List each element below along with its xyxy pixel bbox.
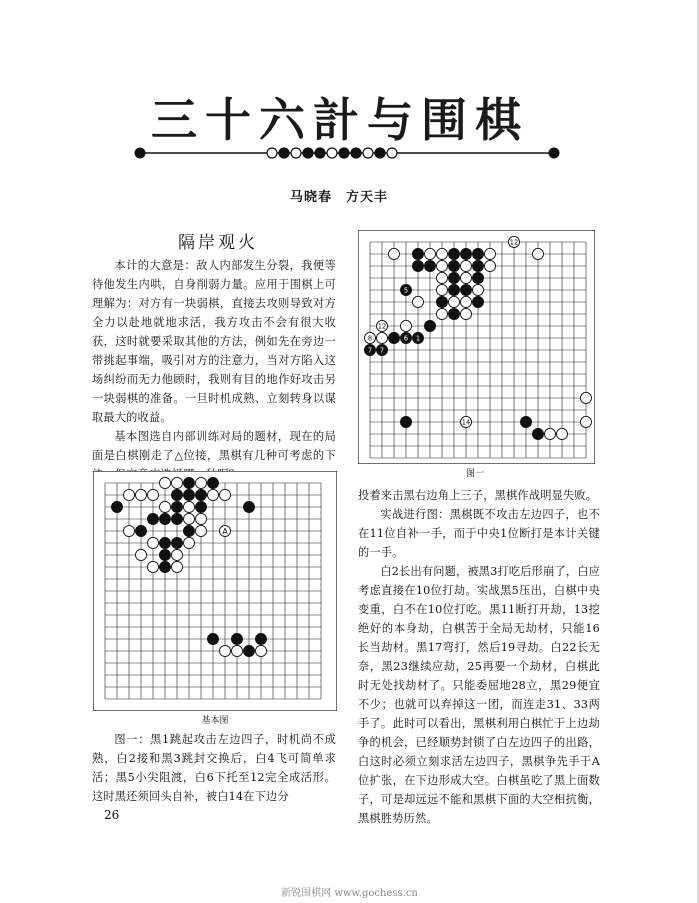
- section-subtitle: 隔岸观火: [178, 233, 258, 253]
- black-stone: [195, 501, 206, 512]
- white-stone: [195, 477, 206, 488]
- white-stone: [424, 248, 435, 259]
- move-number-label: 7: [367, 346, 373, 355]
- black-stone: [207, 633, 218, 644]
- white-stone: [376, 332, 387, 343]
- black-stone: [412, 260, 423, 271]
- white-stone: [436, 260, 447, 271]
- title-ornament: [132, 143, 562, 163]
- black-stone: [436, 296, 447, 307]
- white-stone: [159, 477, 170, 488]
- white-stone: [412, 296, 423, 307]
- black-stone: [195, 489, 206, 500]
- go-board-basic: [93, 471, 337, 711]
- left-bottom-paragraph: 图一：黑1跳起攻击左边四子，时机尚不成熟，白2接和黑3跳封交换后，白4飞可简单求活；黑5小尖阻渡，白6下托至12完全成活形。这时黑还须回头自补，被白14在下边分: [92, 733, 336, 803]
- black-stone: [159, 561, 170, 572]
- white-stone: [436, 308, 447, 319]
- white-stone: [135, 549, 146, 560]
- black-stone: [448, 260, 459, 271]
- white-stone: [400, 320, 411, 331]
- black-stone: [412, 248, 423, 259]
- black-stone: [171, 537, 182, 548]
- black-stone: [183, 489, 194, 500]
- left-column-text: [92, 256, 336, 484]
- white-stone: [388, 248, 399, 259]
- white-stone: [123, 525, 134, 536]
- black-stone: [448, 284, 459, 295]
- black-stone: [243, 645, 254, 656]
- black-stone: [400, 416, 411, 427]
- move-number-label: 8: [367, 334, 373, 343]
- white-stone: [255, 645, 266, 656]
- white-stone: [580, 416, 591, 427]
- black-stone: [171, 489, 182, 500]
- black-stone: [460, 248, 471, 259]
- white-stone: [183, 501, 194, 512]
- white-stone: [147, 489, 158, 500]
- black-stone: [171, 513, 182, 524]
- black-stone: [183, 525, 194, 536]
- white-stone: [171, 561, 182, 572]
- black-stone: [472, 248, 483, 259]
- white-stone: [231, 645, 242, 656]
- black-stone: [448, 272, 459, 283]
- white-stone: [171, 549, 182, 560]
- black-stone: [472, 296, 483, 307]
- white-stone: [135, 489, 146, 500]
- move-number-label: 12: [509, 238, 519, 247]
- black-stone: [255, 633, 266, 644]
- white-stone: [436, 248, 447, 259]
- white-stone: [219, 489, 230, 500]
- board1-caption: 基本图: [201, 716, 229, 726]
- article-title: 三十六計与围棋: [151, 93, 529, 147]
- white-stone: [195, 513, 206, 524]
- white-stone: [580, 392, 591, 403]
- white-stone: [123, 489, 134, 500]
- black-stone: [135, 525, 146, 536]
- page-number: 26: [104, 808, 120, 822]
- white-stone: [472, 284, 483, 295]
- point-a-label: A: [222, 527, 228, 536]
- white-stone: [147, 561, 158, 572]
- black-stone: [159, 513, 170, 524]
- white-stone: [460, 260, 471, 271]
- white-stone: [207, 489, 218, 500]
- white-stone: [183, 537, 194, 548]
- move-number-label: 5: [403, 286, 409, 295]
- black-stone: [472, 272, 483, 283]
- move-number-label: 6: [403, 334, 409, 343]
- white-stone: [436, 272, 447, 283]
- black-stone: [147, 513, 158, 524]
- go-board-figure-1: [358, 230, 595, 464]
- black-stone: [532, 428, 543, 439]
- white-stone: [544, 428, 555, 439]
- white-stone: [147, 537, 158, 548]
- white-stone: [159, 501, 170, 512]
- black-stone: [183, 477, 194, 488]
- black-stone: [231, 633, 242, 644]
- white-stone: [460, 296, 471, 307]
- right-caption-continuation: 投着来击黑右边角上三子，黑棋作战明显失败。: [358, 489, 598, 502]
- black-stone: [159, 549, 170, 560]
- left-paragraph-2: 基本图选自内部训练对局的题材，现在的局面是白棋刚走了△位接，黑棋有几种可考虑的下: [92, 430, 336, 462]
- black-stone: [472, 260, 483, 271]
- move-number-label: 7: [379, 346, 385, 355]
- white-stone: [183, 513, 194, 524]
- white-stone: [532, 248, 543, 259]
- left-bottom-text: [92, 730, 336, 806]
- black-stone: [111, 501, 122, 512]
- watermark-footer: 新锐围棋网 www.gochess.cn: [281, 888, 418, 899]
- black-stone: [207, 477, 218, 488]
- black-stone: [448, 308, 459, 319]
- white-stone: [460, 308, 471, 319]
- white-stone: [460, 272, 471, 283]
- black-stone: [243, 501, 254, 512]
- white-stone: [219, 645, 230, 656]
- white-stone: [484, 248, 495, 259]
- black-stone: [424, 320, 435, 331]
- black-stone: [171, 501, 182, 512]
- right-paragraph-2: 白2长出有问题，被黑3打吃后形崩了，白应考虑直接在10位打劫。实战黑5压出，白棋中央变重，白不在10位打吃。黑11断打开劫，13挖绝好的本身劫，白棋苦于全局无劫材，只能16长当劫材。黑17弯打，然后19寻劫。白22长无奈，黑23继续应劫，25再要一个劫材，白棋此时无处找劫材了。只能委屈地28立，黑29便宜不少；也就可以弃掉这一团，而连走31、33两手了。此时可以看出，黑棋利用白棋忙于上边劫争的机会，已经顺势封锁了白左边四子的出路，白这时必须立刻求活左边四子，黑棋争先手于A位扩张，在下边形成大空。白棋虽吃了黑上面数子，可是却远远不能和黑棋下面的大空相抗衡，黑棋胜势历然。: [358, 565, 601, 825]
- left-paragraph-1: 本计的大意是：敌人内部发生分裂，我便等待他发生内哄，自身削弱力量。应用于围棋上可理解为：对方有一块弱棋，直接去攻则导致对方全力以赴地就地求活，我方攻击不会有很大收获，这时就要采取其他的方法，例如先在旁边一带挑起事端，吸引对方的注意力，当对方陷入这场纠纷而无力他顾时，我则有目的地作好攻击另一块弱棋的准备。一旦时机成熟、立刻转身以谋取最大的收益。: [92, 259, 336, 424]
- white-stone: [436, 284, 447, 295]
- right-column-text: [358, 486, 600, 828]
- white-stone: [556, 428, 567, 439]
- right-paragraph-1: 实战进行图：黑棋既不攻击左边四子，也不在11位自补一手，而于中央1位断打是本计关键的一手。: [358, 508, 600, 559]
- white-stone: [171, 477, 182, 488]
- black-stone: [388, 332, 399, 343]
- black-stone: [460, 284, 471, 295]
- board2-caption: 图一: [465, 469, 484, 479]
- black-stone: [448, 248, 459, 259]
- white-stone: [484, 260, 495, 271]
- move-number-label: 12: [377, 322, 387, 331]
- move-number-label: 14: [461, 418, 471, 427]
- black-stone: [424, 260, 435, 271]
- authors: 马晓春 方天丰: [290, 190, 389, 205]
- move-number-label: 1: [415, 334, 421, 343]
- white-stone: [448, 296, 459, 307]
- black-stone: [520, 416, 531, 427]
- white-stone: [195, 525, 206, 536]
- black-stone: [159, 537, 170, 548]
